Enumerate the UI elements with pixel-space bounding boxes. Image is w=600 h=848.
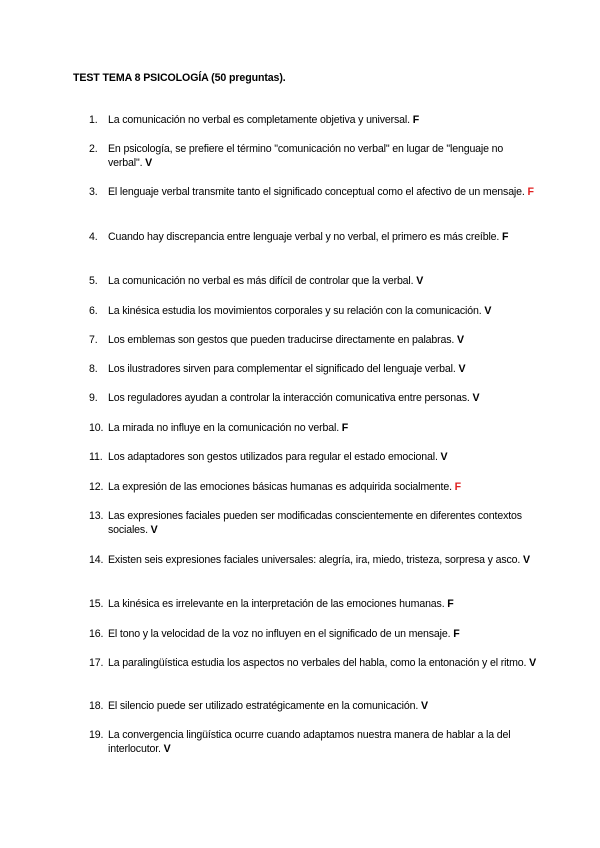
question-item [89, 333, 539, 347]
question-text: La paralingüística estudia los aspectos no verbales del habla, como la entonación y el ritmo. [108, 657, 527, 669]
question-number: 4. [89, 231, 98, 243]
question-content [108, 480, 539, 494]
question-content [108, 450, 539, 464]
question-number: 9. [89, 392, 98, 404]
question-number: 3. [89, 186, 98, 198]
question-number: 17. [89, 657, 104, 669]
question-number: 1. [89, 114, 98, 126]
question-content [108, 597, 539, 611]
question-item [89, 142, 539, 170]
question-content [108, 699, 539, 713]
question-item [89, 597, 539, 611]
question-content [108, 304, 539, 318]
question-number: 14. [89, 554, 104, 566]
question-content [108, 627, 539, 641]
question-content [108, 333, 539, 347]
answer-mark: F [341, 422, 349, 434]
question-content [108, 553, 539, 567]
question-content [108, 142, 539, 170]
question-number: 11. [89, 451, 103, 463]
question-number: 16. [89, 628, 104, 640]
question-text: La comunicación no verbal es más difícil de controlar que la verbal. [108, 275, 414, 287]
question-number: 13. [89, 510, 104, 522]
question-text: Los reguladores ayudan a controlar la interacción comunicativa entre personas. [108, 392, 470, 404]
answer-mark: V [420, 700, 428, 712]
answer-mark: V [416, 275, 424, 287]
question-number: 10. [89, 422, 104, 434]
answer-mark: F [447, 598, 454, 610]
question-text: La convergencia lingüística ocurre cuando adaptamos nuestra manera de hablar a la del interlocutor. [108, 729, 511, 755]
question-item [89, 553, 539, 567]
question-item [89, 391, 539, 405]
question-text: La comunicación no verbal es completamente objetiva y universal. [108, 114, 410, 126]
answer-mark: V [484, 305, 492, 317]
answer-mark: V [457, 334, 464, 346]
question-text: El tono y la velocidad de la voz no influyen en el significado de un mensaje. [108, 628, 451, 640]
question-text: La mirada no influye en la comunicación no verbal. [108, 422, 339, 434]
question-content [108, 185, 539, 199]
question-item [89, 450, 539, 464]
question-content [108, 230, 539, 244]
question-text: El lenguaje verbal transmite tanto el significado conceptual como el afectivo de un mensaje. [108, 186, 525, 198]
question-number: 5. [89, 275, 98, 287]
question-text: Los ilustradores sirven para complementar el significado del lenguaje verbal. [108, 363, 456, 375]
answer-mark: F [412, 114, 420, 126]
answer-mark: V [440, 451, 448, 463]
question-text: En psicología, se prefiere el término "comunicación no verbal" en lugar de "lenguaje no verbal". [108, 143, 504, 169]
question-item [89, 230, 539, 244]
answer-mark: F [502, 231, 509, 243]
question-text: El silencio puede ser utilizado estratégicamente en la comunicación. [108, 700, 419, 712]
question-number: 6. [89, 305, 98, 317]
question-item [89, 627, 539, 641]
question-content [108, 113, 539, 127]
question-item [89, 509, 539, 537]
question-text: La kinésica estudia los movimientos corporales y su relación con la comunicación. [108, 305, 482, 317]
question-text: Cuando hay discrepancia entre lenguaje verbal y no verbal, el primero es más creíble. [108, 231, 500, 243]
question-text: La expresión de las emociones básicas humanas es adquirida socialmente. [108, 481, 452, 493]
question-text: Las expresiones faciales pueden ser modificadas conscientemente en diferentes contextos sociales. [108, 510, 522, 536]
answer-mark: V [529, 657, 537, 669]
question-text: Los emblemas son gestos que pueden traducirse directamente en palabras. [108, 334, 455, 346]
question-item [89, 656, 539, 670]
question-content [108, 656, 539, 670]
question-number: 7. [89, 334, 98, 346]
question-item [89, 699, 539, 713]
document-title: TEST TEMA 8 PSICOLOGÍA (50 preguntas). [73, 72, 286, 84]
question-item [89, 274, 539, 288]
question-content [108, 274, 539, 288]
question-content [108, 362, 539, 376]
answer-mark: V [523, 554, 530, 566]
question-text: La kinésica es irrelevante en la interpretación de las emociones humanas. [108, 598, 445, 610]
question-number: 19. [89, 729, 104, 741]
question-number: 12. [89, 481, 104, 493]
answer-mark: V [163, 743, 171, 755]
question-item [89, 362, 539, 376]
question-item [89, 728, 539, 756]
question-content [108, 421, 539, 435]
question-number: 15. [89, 598, 104, 610]
question-item [89, 304, 539, 318]
answer-mark: F [453, 628, 460, 640]
question-content [108, 509, 539, 537]
question-item [89, 185, 539, 199]
question-item [89, 421, 539, 435]
question-number: 18. [89, 700, 104, 712]
answer-mark: V [145, 157, 153, 169]
question-content [108, 391, 539, 405]
question-number: 2. [89, 143, 98, 155]
question-item [89, 480, 539, 494]
answer-mark: V [150, 524, 158, 536]
answer-mark-highlighted: F [454, 481, 461, 493]
question-item [89, 113, 539, 127]
answer-mark: V [458, 363, 466, 375]
answer-mark-highlighted: F [527, 186, 534, 198]
question-content [108, 728, 539, 756]
question-number: 8. [89, 363, 98, 375]
question-text: Existen seis expresiones faciales universales: alegría, ira, miedo, tristeza, sorpresa y asco. [108, 554, 521, 566]
question-text: Los adaptadores son gestos utilizados para regular el estado emocional. [108, 451, 438, 463]
answer-mark: V [472, 392, 480, 404]
